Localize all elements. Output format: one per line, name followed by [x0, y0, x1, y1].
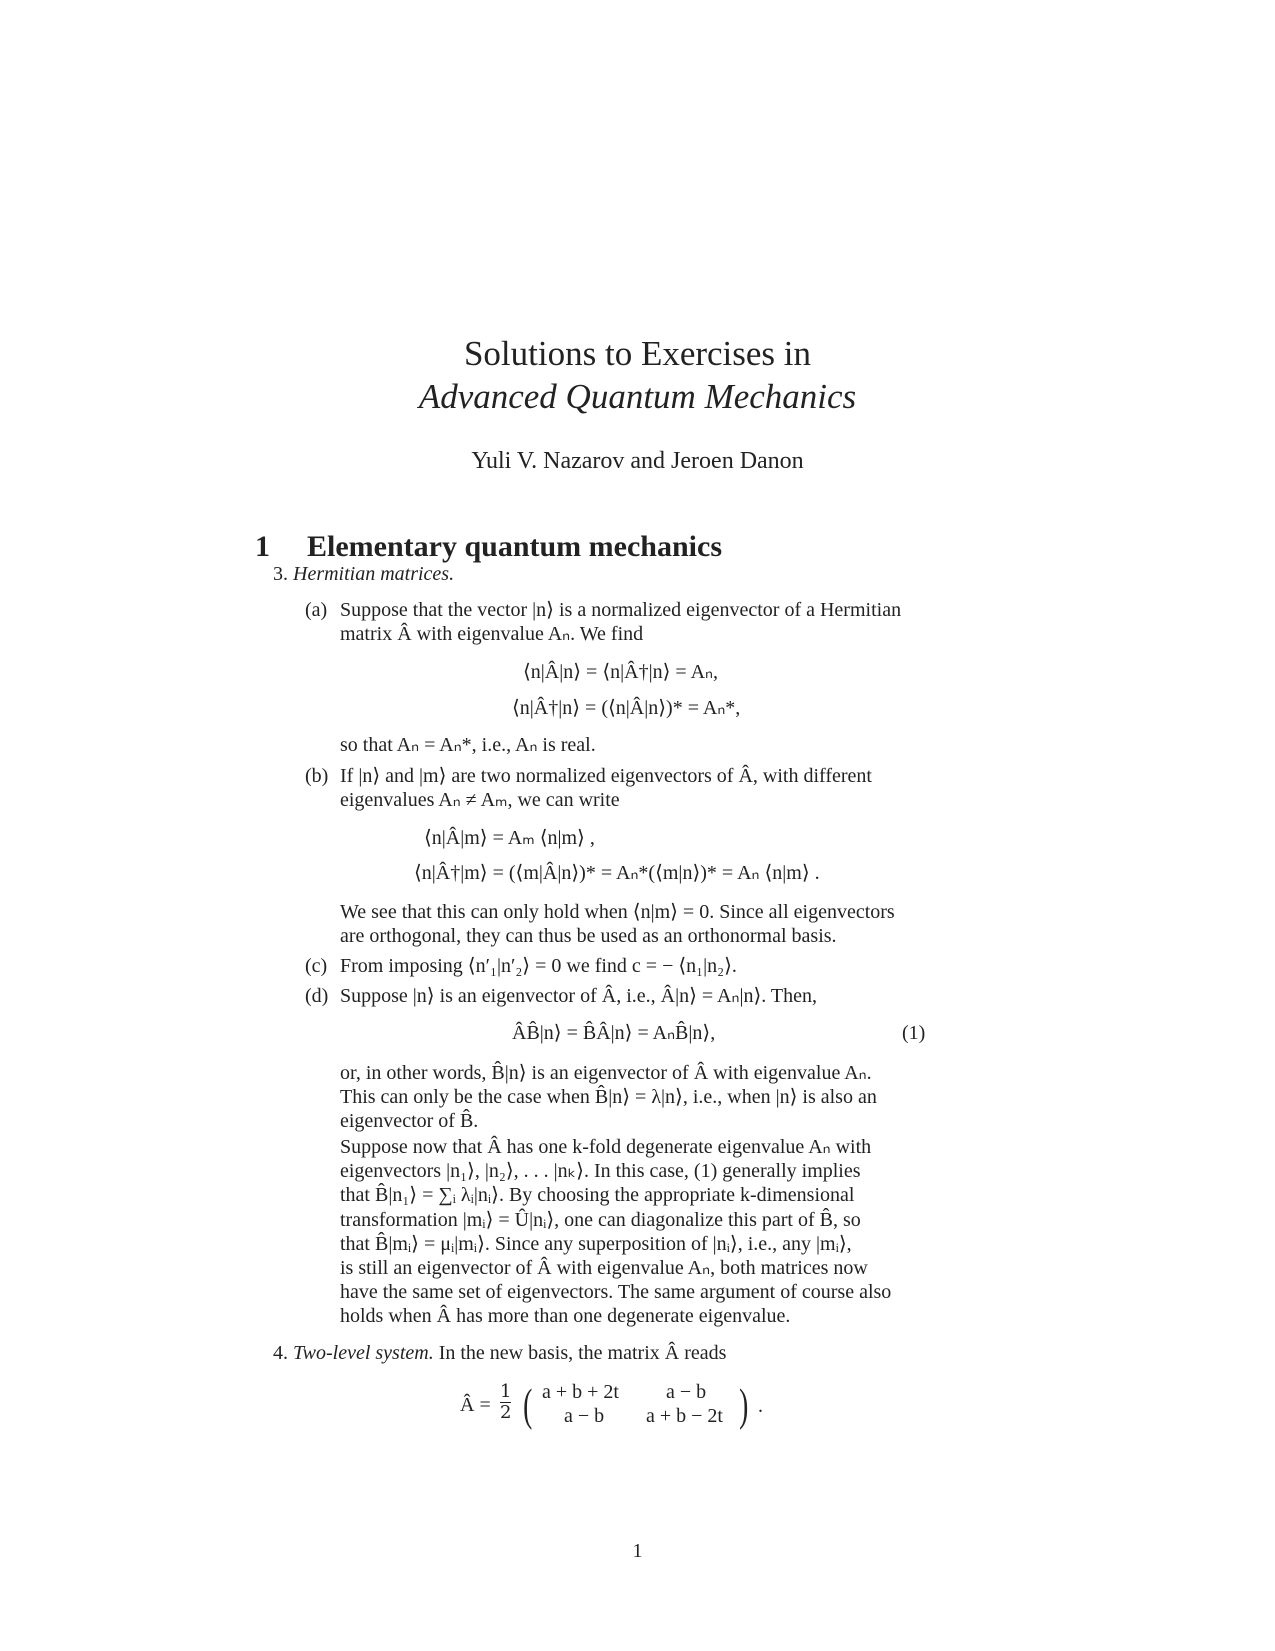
paragraph-line: This can only be the case when B̂|n⟩ = λ|n⟩, i.e., when |n⟩ is also an [340, 1086, 877, 1108]
equation: ⟨n|Â†|m⟩ = (⟨m|Â|n⟩)* = Aₙ*(⟨m|n⟩)* = Aₙ ⟨n|m⟩ . [414, 862, 820, 884]
matrix-cell: a − b [666, 1381, 707, 1403]
page-number: 1 [632, 1540, 643, 1562]
exercise-title: Hermitian matrices. [293, 563, 455, 585]
item-label-c: (c) [305, 955, 328, 977]
authors: Yuli V. Nazarov and Jeroen Danon [471, 448, 804, 474]
matrix-equation [460, 1380, 780, 1430]
paragraph-line: is still an eigenvector of Â with eigenvalue Aₙ, both matrices now [340, 1257, 868, 1279]
paragraph-line: are orthogonal, they can thus be used as an orthonormal basis. [340, 925, 837, 947]
paragraph-line: have the same set of eigenvectors. The same argument of course also [340, 1281, 892, 1303]
item-label-b: (b) [305, 765, 329, 787]
paragraph-line: We see that this can only hold when ⟨n|m⟩ = 0. Since all eigenvectors [340, 901, 895, 923]
fraction-numerator: 1 [500, 1381, 512, 1402]
section-title: Elementary quantum mechanics [307, 530, 722, 563]
fraction [500, 1382, 511, 1423]
exercise-number: 3. [273, 563, 288, 585]
exercise-number: 4. [273, 1342, 288, 1364]
paragraph-line: From imposing ⟨n′₁|n′₂⟩ = 0 we find c = − ⟨n₁|n₂⟩. [340, 955, 737, 977]
equation: ⟨n|Â|n⟩ = ⟨n|Â†|n⟩ = Aₙ, [523, 661, 718, 683]
paragraph-line: eigenvalues Aₙ ≠ Aₘ, we can write [340, 789, 620, 811]
exercise-3-heading [273, 562, 454, 587]
equation: ⟨n|Â|m⟩ = Aₘ ⟨n|m⟩ , [424, 827, 595, 849]
paragraph-line: holds when Â has more than one degenerate eigenvalue. [340, 1305, 791, 1327]
paragraph-line: Suppose now that Â has one k-fold degenerate eigenvalue Aₙ with [340, 1136, 872, 1158]
equation: ÂB̂|n⟩ = B̂Â|n⟩ = AₙB̂|n⟩, [512, 1022, 716, 1044]
item-label-a: (a) [305, 599, 328, 621]
paragraph-line: that B̂|mᵢ⟩ = μᵢ|mᵢ⟩. Since any superposition of |nᵢ⟩, i.e., any |mᵢ⟩, [340, 1233, 852, 1255]
fraction-denominator: 2 [500, 1402, 512, 1423]
left-paren: ( [523, 1379, 533, 1430]
exercise-4-heading [273, 1341, 726, 1366]
exercise-title: Two-level system. [293, 1342, 434, 1364]
matrix-lhs: Â = [460, 1394, 491, 1416]
paragraph-line: If |n⟩ and |m⟩ are two normalized eigenvectors of Â, with different [340, 765, 872, 787]
section-number: 1 [255, 530, 270, 563]
exercise-text: In the new basis, the matrix Â reads [433, 1342, 727, 1364]
paragraph-line: Suppose that the vector |n⟩ is a normalized eigenvector of a Hermitian [340, 599, 902, 621]
paragraph-line: or, in other words, B̂|n⟩ is an eigenvector of Â with eigenvalue Aₙ. [340, 1062, 872, 1084]
equation-number: (1) [902, 1022, 926, 1044]
document-subtitle: Advanced Quantum Mechanics [418, 377, 857, 416]
equation: ⟨n|Â†|n⟩ = (⟨n|Â|n⟩)* = Aₙ*, [512, 697, 741, 719]
section-heading [255, 530, 722, 564]
item-label-d: (d) [305, 985, 329, 1007]
paragraph-line: Suppose |n⟩ is an eigenvector of Â, i.e., Â|n⟩ = Aₙ|n⟩. Then, [340, 985, 818, 1007]
paragraph-line: so that Aₙ = Aₙ*, i.e., Aₙ is real. [340, 734, 596, 756]
paragraph-line: eigenvectors |n₁⟩, |n₂⟩, . . . |nₖ⟩. In this case, (1) generally implies [340, 1160, 861, 1182]
paragraph-line: that B̂|n₁⟩ = ∑ᵢ λᵢ|nᵢ⟩. By choosing the appropriate k-dimensional [340, 1184, 855, 1206]
paragraph-line: eigenvector of B̂. [340, 1110, 479, 1132]
right-paren: ) [739, 1379, 749, 1430]
document-title: Solutions to Exercises in [463, 334, 812, 373]
matrix-cell: a + b − 2t [646, 1405, 723, 1427]
paragraph-line: transformation |mᵢ⟩ = Û|nᵢ⟩, one can diagonalize this part of B̂, so [340, 1209, 861, 1231]
paragraph-line: matrix Â with eigenvalue Aₙ. We find [340, 623, 644, 645]
matrix-period: . [758, 1395, 763, 1417]
matrix-cell: a − b [564, 1405, 605, 1427]
matrix-cell: a + b + 2t [542, 1381, 619, 1403]
